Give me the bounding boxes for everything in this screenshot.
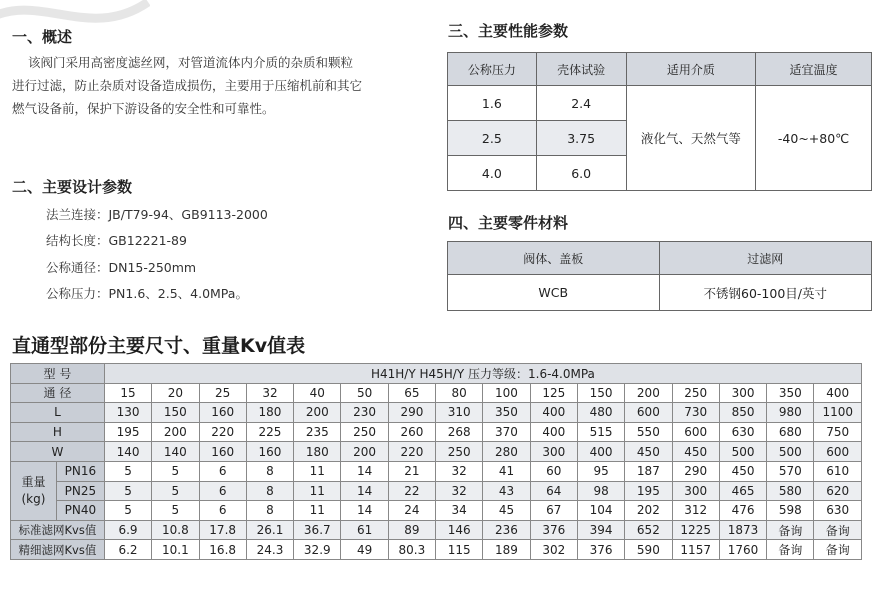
kvs-fine-label: 精细滤网Kvs值: [11, 540, 105, 560]
material-header-body: 阀体、盖板: [448, 242, 660, 275]
pn25-cell: 5: [104, 481, 151, 501]
L-cell: 480: [577, 403, 624, 423]
kvs-std-cell: 376: [530, 520, 577, 540]
W-cell: 220: [388, 442, 435, 462]
pn40-cell: 8: [246, 501, 293, 521]
pn16-cell: 32: [436, 461, 483, 481]
weight-unit-text: (kg): [21, 491, 46, 506]
dn-cell: 80: [436, 383, 483, 403]
pn25-cell: 8: [246, 481, 293, 501]
L-cell: 400: [530, 403, 577, 423]
H-cell: 260: [388, 422, 435, 442]
H-cell: 370: [483, 422, 530, 442]
L-cell: 850: [719, 403, 766, 423]
kvs-std-cell: 61: [341, 520, 388, 540]
pn25-cell: 195: [625, 481, 672, 501]
L-cell: 290: [388, 403, 435, 423]
L-cell: 160: [199, 403, 246, 423]
pn16-cell: 14: [341, 461, 388, 481]
pn25-cell: 5: [152, 481, 199, 501]
H-label: H: [11, 422, 105, 442]
material-body-value: WCB: [448, 275, 660, 311]
materials-table: [447, 241, 872, 311]
pn25-cell: 11: [294, 481, 341, 501]
L-cell: 150: [152, 403, 199, 423]
perf-shell-test-cell: 3.75: [536, 121, 626, 156]
pn40-cell: 202: [625, 501, 672, 521]
pn40-cell: 312: [672, 501, 719, 521]
kvs-fine-cell: 6.2: [104, 540, 151, 560]
W-cell: 140: [104, 442, 151, 462]
L-cell: 200: [294, 403, 341, 423]
W-cell: 500: [767, 442, 814, 462]
model-label: 型 号: [11, 364, 105, 384]
dn-cell: 100: [483, 383, 530, 403]
pn40-cell: 11: [294, 501, 341, 521]
pn40-cell: 598: [767, 501, 814, 521]
kvs-std-cell: 备询: [767, 520, 814, 540]
perf-header-pressure: 公称压力: [448, 53, 537, 86]
pn25-cell: 6: [199, 481, 246, 501]
kvs-std-cell: 146: [436, 520, 483, 540]
W-label: W: [11, 442, 105, 462]
H-cell: 630: [719, 422, 766, 442]
perf-temperature-cell: -40~+80℃: [756, 86, 872, 191]
kvs-fine-cell: 302: [530, 540, 577, 560]
perf-pressure-cell: 2.5: [448, 121, 537, 156]
perf-header-temperature: 适宜温度: [756, 53, 872, 86]
spec-length: 结构长度：GB12221-89: [46, 233, 187, 248]
H-cell: 220: [199, 422, 246, 442]
kvs-std-cell: 394: [577, 520, 624, 540]
kvs-fine-cell: 189: [483, 540, 530, 560]
pn16-cell: 450: [719, 461, 766, 481]
spec-flange: 法兰连接：JB/T79-94、GB9113-2000: [46, 207, 268, 222]
spec-pressure: 公称压力：PN1.6、2.5、4.0MPa。: [46, 286, 248, 301]
pn40-cell: 34: [436, 501, 483, 521]
L-cell: 1100: [814, 403, 862, 423]
pn25-cell: 43: [483, 481, 530, 501]
kvs-std-cell: 652: [625, 520, 672, 540]
perf-header-shell-test: 壳体试验: [536, 53, 626, 86]
pn16-cell: 11: [294, 461, 341, 481]
kvs-std-cell: 10.8: [152, 520, 199, 540]
W-cell: 500: [719, 442, 766, 462]
L-cell: 980: [767, 403, 814, 423]
kvs-std-cell: 1225: [672, 520, 719, 540]
kvs-fine-cell: 376: [577, 540, 624, 560]
pn25-cell: 620: [814, 481, 862, 501]
kvs-std-label: 标准滤网Kvs值: [11, 520, 105, 540]
kvs-fine-cell: 1760: [719, 540, 766, 560]
pn25-cell: 22: [388, 481, 435, 501]
pn40-cell: 14: [341, 501, 388, 521]
dn-cell: 250: [672, 383, 719, 403]
W-cell: 180: [294, 442, 341, 462]
pn40-cell: 630: [814, 501, 862, 521]
L-cell: 600: [625, 403, 672, 423]
dn-cell: 300: [719, 383, 766, 403]
pn16-cell: 290: [672, 461, 719, 481]
H-cell: 235: [294, 422, 341, 442]
L-cell: 180: [246, 403, 293, 423]
pn16-cell: 6: [199, 461, 246, 481]
kvs-fine-cell: 备询: [814, 540, 862, 560]
pn16-cell: 41: [483, 461, 530, 481]
weight-label-text: 重量: [21, 474, 46, 489]
performance-table: [447, 52, 872, 191]
pn16-cell: 60: [530, 461, 577, 481]
pn40-cell: 104: [577, 501, 624, 521]
section-overview-title: 一、概述: [12, 28, 73, 46]
kvs-fine-cell: 16.8: [199, 540, 246, 560]
section-performance-title: 三、主要性能参数: [448, 22, 569, 40]
pn25-cell: 14: [341, 481, 388, 501]
perf-pressure-cell: 1.6: [448, 86, 537, 121]
L-cell: 350: [483, 403, 530, 423]
kvs-std-cell: 236: [483, 520, 530, 540]
pn40-cell: 24: [388, 501, 435, 521]
H-cell: 225: [246, 422, 293, 442]
pn16-cell: 5: [152, 461, 199, 481]
kvs-std-cell: 17.8: [199, 520, 246, 540]
kvs-fine-cell: 115: [436, 540, 483, 560]
W-cell: 450: [672, 442, 719, 462]
perf-shell-test-cell: 6.0: [536, 156, 626, 191]
H-cell: 400: [530, 422, 577, 442]
L-cell: 730: [672, 403, 719, 423]
pn16-cell: 610: [814, 461, 862, 481]
pn40-cell: 5: [104, 501, 151, 521]
W-cell: 140: [152, 442, 199, 462]
dn-cell: 50: [341, 383, 388, 403]
pn25-cell: 64: [530, 481, 577, 501]
dn-cell: 400: [814, 383, 862, 403]
dn-cell: 350: [767, 383, 814, 403]
L-cell: 130: [104, 403, 151, 423]
pn40-cell: 6: [199, 501, 246, 521]
kvs-fine-cell: 32.9: [294, 540, 341, 560]
pn25-cell: 300: [672, 481, 719, 501]
dn-cell: 150: [577, 383, 624, 403]
perf-medium-cell: 液化气、天然气等: [626, 86, 756, 191]
L-cell: 310: [436, 403, 483, 423]
pn25-cell: 465: [719, 481, 766, 501]
pn40-cell: 476: [719, 501, 766, 521]
kvs-std-cell: 89: [388, 520, 435, 540]
overview-line-2: 进行过滤，防止杂质对设备造成损伤，主要用于压缩机前和其它: [12, 78, 363, 93]
dn-cell: 40: [294, 383, 341, 403]
W-cell: 600: [814, 442, 862, 462]
H-cell: 195: [104, 422, 151, 442]
pn16-cell: 187: [625, 461, 672, 481]
dn-cell: 125: [530, 383, 577, 403]
dn-cell: 200: [625, 383, 672, 403]
L-cell: 230: [341, 403, 388, 423]
pn40-label: PN40: [56, 501, 104, 521]
spec-diameter: 公称通径：DN15-250mm: [46, 260, 197, 275]
material-screen-value: 不锈钢60-100目/英寸: [659, 275, 872, 311]
H-cell: 680: [767, 422, 814, 442]
H-cell: 750: [814, 422, 862, 442]
pn16-cell: 8: [246, 461, 293, 481]
perf-shell-test-cell: 2.4: [536, 86, 626, 121]
pn16-cell: 95: [577, 461, 624, 481]
section-materials-title: 四、主要零件材料: [448, 214, 569, 232]
dn-cell: 20: [152, 383, 199, 403]
section-design-params-title: 二、主要设计参数: [12, 178, 133, 196]
dn-cell: 32: [246, 383, 293, 403]
pn25-cell: 32: [436, 481, 483, 501]
pn16-cell: 5: [104, 461, 151, 481]
model-value: H41H/Y H45H/Y 压力等级：1.6-4.0MPa: [104, 364, 861, 384]
W-cell: 250: [436, 442, 483, 462]
dn-label: 通 径: [11, 383, 105, 403]
pn40-cell: 67: [530, 501, 577, 521]
perf-pressure-cell: 4.0: [448, 156, 537, 191]
dn-cell: 25: [199, 383, 246, 403]
dimension-table-title: 直通型部份主要尺寸、重量Kv值表: [12, 335, 306, 357]
kvs-std-cell: 1873: [719, 520, 766, 540]
W-cell: 160: [246, 442, 293, 462]
L-label: L: [11, 403, 105, 423]
pn25-cell: 98: [577, 481, 624, 501]
kvs-fine-cell: 24.3: [246, 540, 293, 560]
dn-cell: 15: [104, 383, 151, 403]
kvs-fine-cell: 49: [341, 540, 388, 560]
W-cell: 400: [577, 442, 624, 462]
kvs-std-cell: 6.9: [104, 520, 151, 540]
H-cell: 550: [625, 422, 672, 442]
kvs-fine-cell: 80.3: [388, 540, 435, 560]
W-cell: 300: [530, 442, 577, 462]
pn16-cell: 21: [388, 461, 435, 481]
kvs-std-cell: 备询: [814, 520, 862, 540]
H-cell: 600: [672, 422, 719, 442]
kvs-fine-cell: 备询: [767, 540, 814, 560]
W-cell: 200: [341, 442, 388, 462]
W-cell: 450: [625, 442, 672, 462]
overview-line-1: 该阀门采用高密度滤丝网，对管道流体内介质的杂质和颗粒: [28, 55, 354, 70]
perf-header-medium: 适用介质: [626, 53, 756, 86]
pn16-label: PN16: [56, 461, 104, 481]
H-cell: 200: [152, 422, 199, 442]
weight-label: [11, 461, 57, 520]
kvs-fine-cell: 1157: [672, 540, 719, 560]
material-header-screen: 过滤网: [659, 242, 872, 275]
overview-line-3: 燃气设备前，保护下游设备的安全性和可靠性。: [12, 101, 275, 116]
dn-cell: 65: [388, 383, 435, 403]
H-cell: 515: [577, 422, 624, 442]
dimension-table: [10, 363, 862, 560]
pn40-cell: 5: [152, 501, 199, 521]
W-cell: 160: [199, 442, 246, 462]
W-cell: 280: [483, 442, 530, 462]
kvs-std-cell: 26.1: [246, 520, 293, 540]
kvs-std-cell: 36.7: [294, 520, 341, 540]
pn25-label: PN25: [56, 481, 104, 501]
kvs-fine-cell: 590: [625, 540, 672, 560]
H-cell: 268: [436, 422, 483, 442]
kvs-fine-cell: 10.1: [152, 540, 199, 560]
H-cell: 250: [341, 422, 388, 442]
pn40-cell: 45: [483, 501, 530, 521]
pn16-cell: 570: [767, 461, 814, 481]
pn25-cell: 580: [767, 481, 814, 501]
